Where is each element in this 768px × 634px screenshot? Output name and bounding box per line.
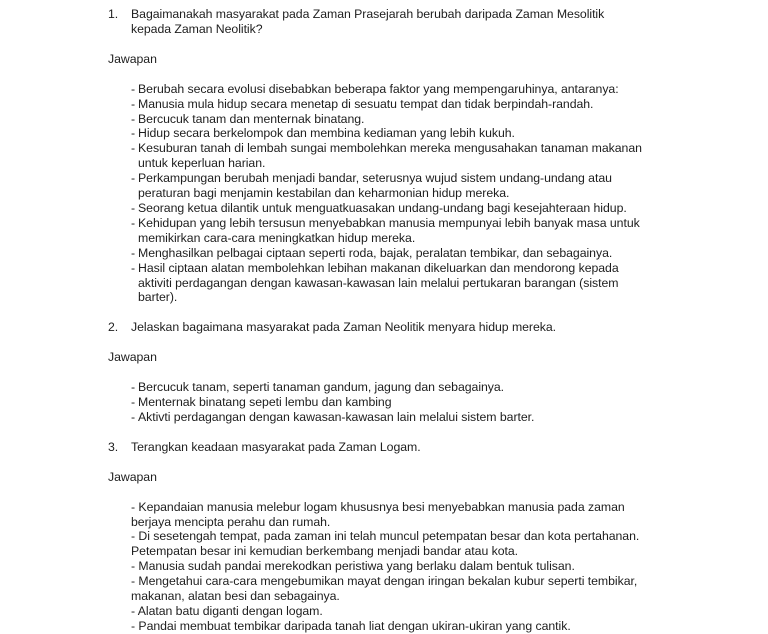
list-item: - Kesuburan tanah di lembah sungai membolehkan mereka mengusahakan tanaman makanan untuk keperluan harian. [131, 141, 642, 171]
answer-line: Petempatan besar ini kemudian berkembang menjadi bandar atau kota. [131, 544, 519, 559]
answer-line: makanan, alatan besi dan sebagainya. [131, 589, 340, 604]
answer-line: berjaya mencipta perahu dan rumah. [131, 514, 331, 529]
document-page [0, 7, 768, 634]
answer-line: - Alatan batu diganti dengan logam. [131, 604, 323, 618]
question-section-3 [0, 440, 768, 634]
question-3 [0, 440, 651, 455]
list-item: - Bercucuk tanam dan menternak binatang. [131, 111, 365, 126]
list-item: - Hasil ciptaan alatan membolehkan lebihan makanan dikeluarkan dan mendorong kepada aktiviti perdagangan dengan kawasan-kawasan lain melalui pertukaran barangan (sistem barter). [131, 260, 619, 305]
answer-label: Jawapan [108, 51, 157, 66]
list-item: - Bercucuk tanam, seperti tanaman gandum, jagung dan sebagainya. [131, 380, 505, 395]
question-number: 1. [108, 7, 119, 21]
list-item: - Manusia mula hidup secara menetap di sesuatu tempat dan tidak berpindah-randah. [131, 96, 594, 111]
list-item: - Perkampungan berubah menjadi bandar, seterusnya wujud sistem undang-undang atau peraturan bagi menjamin kestabilan dan keharmonian hidup mereka. [131, 171, 612, 201]
question-section-2 [0, 320, 768, 440]
question-text-line: Bagaimanakah masyarakat pada Zaman Prasejarah berubah daripada Zaman Mesolitik [131, 7, 605, 21]
answer-line: - Di sesetengah tempat, pada zaman ini telah muncul petempatan besar dan kota pertahanan. [131, 529, 640, 544]
list-item: - Kehidupan yang lebih tersusun menyebabkan manusia mempunyai lebih banyak masa untuk memikirkan cara-cara meningkatkan hidup mereka. [131, 215, 640, 245]
question-text-line: Jelaskan bagaimana masyarakat pada Zaman Neolitik menyara hidup mereka. [131, 320, 557, 335]
list-item: - Hidup secara berkelompok dan membina kediaman yang lebih kukuh. [131, 126, 515, 141]
list-item: - Menghasilkan pelbagai ciptaan seperti roda, bajak, peralatan tembikar, dan sebagainya. [131, 245, 613, 260]
answer-label: Jawapan [108, 469, 157, 484]
question-2 [0, 320, 651, 335]
list-item: - Aktivti perdagangan dengan kawasan-kawasan lain melalui sistem barter. [131, 409, 535, 424]
answer-paragraphs [131, 500, 671, 634]
list-item: - Berubah secara evolusi disebabkan beberapa faktor yang mempengaruhinya, antaranya: [131, 81, 619, 96]
question-text-line: Terangkan keadaan masyarakat pada Zaman Logam. [131, 439, 421, 454]
answer-line: - Manusia sudah pandai merekodkan peristiwa yang berlaku dalam bentuk tulisan. [131, 559, 575, 574]
question-1 [0, 7, 651, 37]
answer-line: - Mengetahui cara-cara mengebumikan mayat dengan iringan bekalan kubur seperti tembikar, [131, 574, 638, 589]
answer-list [131, 380, 671, 425]
question-section-1 [0, 7, 768, 320]
question-number: 3. [108, 439, 119, 454]
question-text-line: kepada Zaman Neolitik? [131, 21, 263, 36]
question-number: 2. [108, 320, 119, 335]
list-item: - Seorang ketua dilantik untuk menguatkuasakan undang-undang bagi kesejahteraan hidup. [131, 200, 627, 215]
answer-line: - Kepandaian manusia melebur logam khususnya besi menyebabkan manusia pada zaman [131, 499, 625, 514]
answer-line: - Pandai membuat tembikar daripada tanah liat dengan ukiran-ukiran yang cantik. [131, 618, 571, 633]
answer-label: Jawapan [108, 350, 157, 365]
list-item: - Menternak binatang sepeti lembu dan kambing [131, 395, 392, 410]
answer-list [131, 82, 671, 306]
